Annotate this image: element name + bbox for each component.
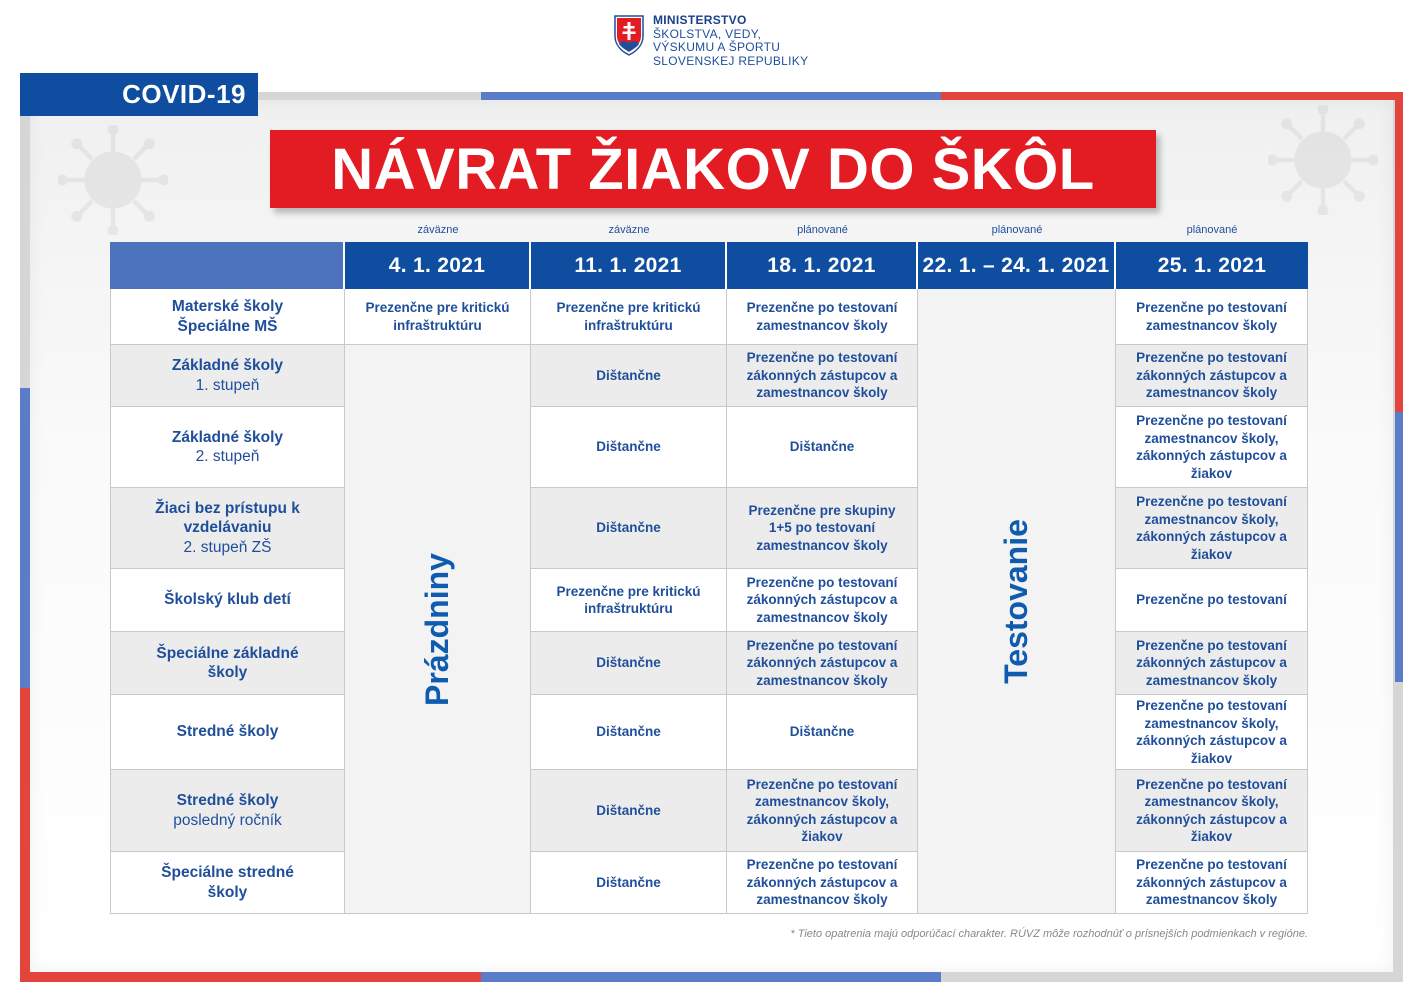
row-header-name: Materské školy	[171, 298, 284, 315]
frame-accent	[1395, 412, 1403, 682]
table-cell: Dištančne	[531, 770, 727, 852]
row-header-sub: posledný ročník	[173, 811, 282, 829]
table-cell: Prezenčne po testovaní zamestnancov školy, zákonných zástupcov a žiakov	[1116, 407, 1308, 488]
table-cell: Prezenčne po testovaní zákonných zástupcov a zamestnancov školy	[1116, 852, 1308, 914]
table-cell: Prezenčne po testovaní zamestnancov školy, zákonných zástupcov a žiakov	[1116, 770, 1308, 852]
frame-accent	[20, 388, 30, 688]
table-cell: Prezenčne po testovaní zákonných zástupcov a zamestnancov školy	[1116, 632, 1308, 695]
table-cell: Dištančne	[727, 695, 918, 770]
ministry-line-2: ŠKOLSTVA, VEDY,	[653, 26, 762, 41]
row-header-name: Základné školy	[171, 357, 284, 374]
table-cell: Dištančne	[727, 407, 918, 488]
row-header	[110, 632, 345, 695]
frame-accent	[1395, 92, 1403, 412]
row-header-sub: 1. stupeň	[195, 376, 260, 394]
title-banner	[270, 130, 1156, 208]
table-cell: Prezenčne po testovaní zákonných zástupcov a zamestnancov školy	[1116, 345, 1308, 407]
schedule-table	[110, 242, 1308, 916]
table-header-corner	[110, 242, 345, 289]
row-header-name: Základné školy	[171, 428, 284, 446]
frame-accent	[20, 688, 30, 982]
row-header-sub: 2. stupeň	[195, 448, 260, 465]
slovak-coat-of-arms-icon	[613, 14, 645, 56]
row-header	[110, 345, 345, 407]
ministry-line-4: SLOVENSKEJ REPUBLIKY	[653, 53, 809, 68]
row-header-sub: Špeciálne MŠ	[177, 317, 278, 335]
ministry-logo	[613, 14, 808, 68]
column-status: plánované	[797, 224, 848, 236]
column-header-date: 25. 1. 2021	[1116, 242, 1308, 289]
row-header	[110, 407, 345, 488]
table-cell: Dištančne	[531, 488, 727, 569]
row-header	[110, 569, 345, 632]
ministry-line-3: VÝSKUMU A ŠPORTU	[653, 40, 781, 54]
virus-icon	[58, 125, 168, 235]
table-cell: Prezenčne po testovaní zákonných zástupcov a zamestnancov školy	[727, 569, 918, 632]
footnote: * Tieto opatrenia majú odporúčací charakter. RÚVZ môže rozhodnúť o prísnejších podmienkach v regióne.	[790, 928, 1308, 940]
frame-accent	[20, 972, 481, 982]
table-cell: Prezenčne pre kritickú infraštruktúru	[531, 569, 727, 632]
table-cell: Prezenčne po testovaní zamestnancov školy, zákonných zástupcov a žiakov	[727, 770, 918, 852]
table-cell: Dištančne	[531, 345, 727, 407]
row-header-name: Stredné školy	[176, 792, 279, 809]
table-cell: Prezenčne po testovaní	[1116, 569, 1308, 632]
table-cell: Dištančne	[531, 632, 727, 695]
table-cell: Prezenčne po testovaní zákonných zástupcov a zamestnancov školy	[727, 632, 918, 695]
row-header-name: Špeciálne stredné školy	[161, 864, 294, 901]
table-cell: Prezenčne pre kritickú infraštruktúru	[531, 289, 727, 345]
row-header	[110, 695, 345, 770]
column-header-date: 11. 1. 2021	[531, 242, 727, 289]
column-header-date: 4. 1. 2021	[345, 242, 531, 289]
column-header-date: 22. 1. – 24. 1. 2021	[918, 242, 1116, 289]
table-cell: Dištančne	[531, 695, 727, 770]
row-header-sub: 2. stupeň ZŠ	[183, 538, 272, 556]
row-header	[110, 852, 345, 914]
row-header-name: Stredné školy	[176, 723, 279, 741]
table-cell: Dištančne	[531, 852, 727, 914]
table-cell: Dištančne	[531, 407, 727, 488]
holidays-label: Prázdniny	[418, 552, 455, 706]
column-status: záväzne	[608, 224, 650, 236]
table-cell: Prezenčne po testovaní zamestnancov školy, zákonných zástupcov a žiakov	[1116, 488, 1308, 569]
table-cell: Prezenčne po testovaní zákonných zástupcov a zamestnancov školy	[727, 345, 918, 407]
table-cell: Prezenčne po testovaní zamestnancov školy	[727, 289, 918, 345]
holidays-merged-cell	[345, 345, 531, 914]
row-header	[110, 770, 345, 852]
row-header-name: Špeciálne základné školy	[156, 644, 299, 681]
table-cell: Prezenčne po testovaní zákonných zástupcov a zamestnancov školy	[727, 852, 918, 914]
page-title: NÁVRAT ŽIAKOV DO ŠKÔL	[331, 136, 1095, 202]
row-header	[110, 488, 345, 569]
ministry-name	[653, 14, 808, 68]
testing-merged-cell	[918, 289, 1116, 914]
frame-accent	[941, 92, 1403, 100]
row-header-name: Školský klub detí	[164, 591, 291, 609]
frame-accent	[481, 92, 941, 100]
table-cell: Prezenčne po testovaní zamestnancov školy	[1116, 289, 1308, 345]
table-cell: Prezenčne pre skupiny 1+5 po testovaní zamestnancov školy	[727, 488, 918, 569]
table-cell: Prezenčne pre kritickú infraštruktúru	[345, 289, 531, 345]
column-status: záväzne	[417, 224, 459, 236]
frame-accent	[481, 972, 941, 982]
column-status: plánované	[1186, 224, 1238, 236]
testing-label: Testovanie	[997, 518, 1034, 684]
row-header-name: Žiaci bez prístupu k vzdelávaniu	[155, 499, 300, 537]
column-status: plánované	[991, 224, 1043, 236]
covid-tag: COVID-19	[20, 73, 258, 116]
row-header	[110, 289, 345, 345]
ministry-line-1: MINISTERSTVO	[653, 13, 747, 27]
table-cell: Prezenčne po testovaní zamestnancov školy, zákonných zástupcov a žiakov	[1116, 695, 1308, 770]
column-header-date: 18. 1. 2021	[727, 242, 918, 289]
virus-icon	[1268, 105, 1378, 215]
